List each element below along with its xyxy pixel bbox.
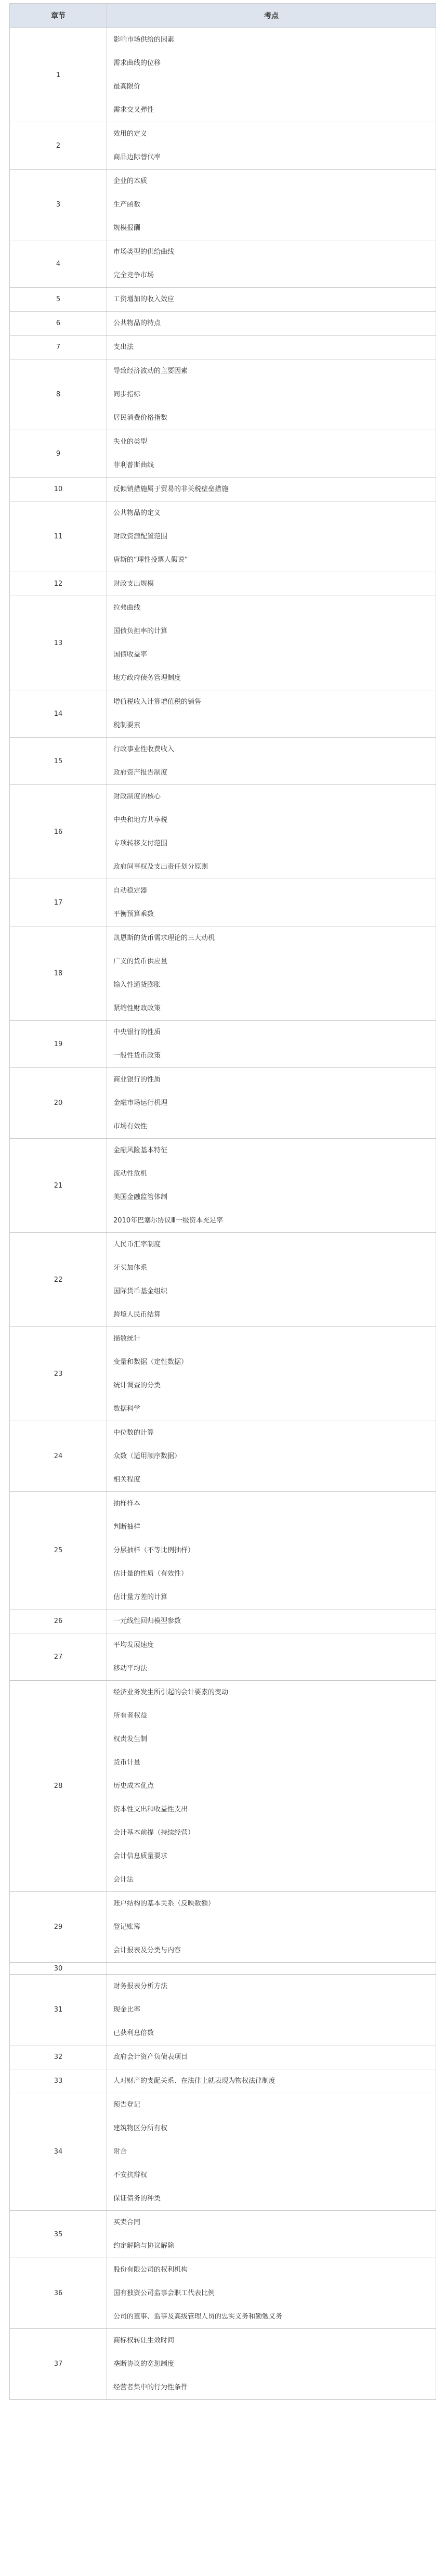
chapter-cell: 37: [10, 2329, 107, 2400]
table-row: [10, 1139, 436, 1233]
exam-point: 现金比率: [113, 2006, 141, 2014]
table-row: [10, 1975, 436, 2045]
exam-point: 中央银行的性质: [113, 1028, 161, 1036]
exam-point: 完全竞争市场: [113, 272, 154, 279]
points-cell: [107, 596, 436, 690]
chapter-cell: 34: [10, 2093, 107, 2211]
exam-point: 菲利普斯曲线: [113, 461, 154, 469]
table-row: [10, 2211, 436, 2258]
exam-point: 经济业务发生所引起的会计要素的变动: [113, 1689, 229, 1696]
table-row: [10, 572, 436, 596]
exam-point: 买卖合同: [113, 2219, 141, 2226]
exam-point: 一元线性回归模型参数: [113, 1617, 181, 1625]
exam-point: 需求交叉弹性: [113, 106, 154, 114]
exam-point: 国债负担率的计算: [113, 627, 168, 635]
table-row: [10, 336, 436, 359]
exam-point: 效用的定义: [113, 130, 148, 138]
exam-point: 政府会计资产负债表项目: [113, 2053, 188, 2061]
chapter-cell: 22: [10, 1233, 107, 1327]
points-cell: [107, 240, 436, 288]
exam-point: 众数（适用顺序数据）: [113, 1452, 181, 1460]
points-cell: [107, 288, 436, 312]
table-row: [10, 690, 436, 738]
table-row: [10, 596, 436, 690]
exam-point: 跨境人民币结算: [113, 1311, 161, 1319]
exam-point: 同步指标: [113, 391, 141, 398]
table-row: [10, 240, 436, 288]
chapter-cell: 9: [10, 430, 107, 478]
points-cell: [107, 1139, 436, 1233]
exam-point: 分层抽样（不等比例抽样）: [113, 1547, 195, 1554]
exam-point: 专项转移支付范围: [113, 840, 168, 847]
chapter-cell: 17: [10, 879, 107, 926]
exam-point: 估计量的性质（有效性）: [113, 1570, 188, 1578]
exam-point: 会计信息质量要求: [113, 1852, 168, 1860]
exam-point: 已获利息倍数: [113, 2029, 154, 2037]
exam-point: 导致经济波动的主要因素: [113, 367, 188, 375]
points-cell: [107, 1492, 436, 1609]
points-cell: [107, 1633, 436, 1681]
chapter-cell: 6: [10, 312, 107, 336]
exam-point: 历史成本优点: [113, 1782, 154, 1790]
exam-point: 紧缩性财政政策: [113, 1004, 161, 1012]
table-row: [10, 2045, 436, 2069]
points-cell: [107, 2329, 436, 2400]
exam-point: 统计调查的分类: [113, 1382, 161, 1389]
exam-point: 财政制度的核心: [113, 793, 161, 801]
exam-point: 附合: [113, 2148, 127, 2156]
exam-point: 税制要素: [113, 722, 141, 729]
exam-point: 权责发生制: [113, 1735, 148, 1743]
points-cell: [107, 1609, 436, 1633]
chapter-cell: 35: [10, 2211, 107, 2258]
exam-point: 数据科学: [113, 1405, 141, 1413]
points-cell: [107, 122, 436, 170]
chapter-cell: 23: [10, 1327, 107, 1421]
exam-point: 财政资源配置范围: [113, 533, 168, 540]
chapter-cell: 5: [10, 288, 107, 312]
chapter-cell: 26: [10, 1609, 107, 1633]
exam-point: 商业银行的性质: [113, 1076, 161, 1084]
points-cell: [107, 2069, 436, 2093]
points-cell: [107, 1068, 436, 1139]
points-cell: [107, 738, 436, 785]
table-row: [10, 478, 436, 501]
points-cell: [107, 430, 436, 478]
exam-point: 垄断协议的宽恕制度: [113, 2360, 175, 2368]
table-row: [10, 785, 436, 879]
exam-point: 账户结构的基本关系（反映数额）: [113, 1900, 215, 1908]
points-cell: [107, 785, 436, 879]
exam-point: 财务报表分析方法: [113, 1982, 168, 1990]
table-row: [10, 1963, 436, 1975]
exam-point: 拉弗曲线: [113, 604, 141, 612]
exam-point: 政府间事权及支出责任划分原则: [113, 863, 208, 871]
exam-point: 金融风险基本特征: [113, 1147, 168, 1154]
chapter-cell: 33: [10, 2069, 107, 2093]
chapter-cell: 31: [10, 1975, 107, 2045]
points-cell: [107, 572, 436, 596]
exam-point: 行政事业性收费收入: [113, 745, 175, 753]
exam-point: 货币计量: [113, 1759, 141, 1767]
exam-point: 规模报酬: [113, 224, 141, 232]
table-row: [10, 2069, 436, 2093]
chapter-cell: 14: [10, 690, 107, 738]
exam-point: 增值税收入计算增值税的销售: [113, 698, 202, 706]
table-row: [10, 312, 436, 336]
points-cell: [107, 1233, 436, 1327]
exam-point: 国有独资公司监事会职工代表比例: [113, 2289, 215, 2297]
points-cell: [107, 359, 436, 430]
exam-point: 相关程度: [113, 1476, 141, 1484]
table-row: [10, 1681, 436, 1892]
points-cell: [107, 1421, 436, 1492]
chapter-cell: 36: [10, 2258, 107, 2329]
chapter-cell: 27: [10, 1633, 107, 1681]
exam-point: 所有者权益: [113, 1712, 148, 1720]
exam-point: 美国金融监管体制: [113, 1193, 168, 1201]
exam-point: 会计报表及分类与内容: [113, 1947, 181, 1954]
header-points: 考点: [107, 4, 436, 28]
points-cell: [107, 170, 436, 240]
exam-point: 股份有限公司的权利机构: [113, 2266, 188, 2274]
exam-point: 登记账簿: [113, 1923, 141, 1931]
chapter-cell: 3: [10, 170, 107, 240]
exam-point: 平衡预算乘数: [113, 910, 154, 918]
exam-point: 估计量方差的计算: [113, 1593, 168, 1601]
exam-point: 失业的类型: [113, 438, 148, 446]
exam-point: 判断抽样: [113, 1523, 141, 1531]
points-cell: [107, 926, 436, 1021]
points-cell: [107, 1975, 436, 2045]
exam-point: 市场类型的供给曲线: [113, 248, 175, 256]
exam-point: 变量和数据（定性数据）: [113, 1358, 188, 1366]
chapter-cell: 1: [10, 28, 107, 122]
table-row: [10, 1633, 436, 1681]
chapter-cell: 20: [10, 1068, 107, 1139]
chapter-cell: 15: [10, 738, 107, 785]
exam-points-table: [9, 3, 436, 2400]
chapter-cell: 8: [10, 359, 107, 430]
table-row: [10, 170, 436, 240]
chapter-cell: 32: [10, 2045, 107, 2069]
exam-point: 抽样样本: [113, 1500, 141, 1508]
table-row: [10, 1021, 436, 1068]
exam-point: 市场有效性: [113, 1123, 148, 1130]
table-row: [10, 2093, 436, 2211]
chapter-cell: 11: [10, 501, 107, 572]
table-row: [10, 879, 436, 926]
chapter-cell: 21: [10, 1139, 107, 1233]
table-row: [10, 288, 436, 312]
chapter-cell: 12: [10, 572, 107, 596]
table-row: [10, 501, 436, 572]
exam-point: 公司的董事、监事及高级管理人员的忠实义务和勤勉义务: [113, 2313, 283, 2321]
table-row: [10, 738, 436, 785]
points-cell: [107, 2258, 436, 2329]
exam-points-document: [9, 3, 436, 2400]
exam-point: 自动稳定器: [113, 887, 148, 895]
table-row: [10, 28, 436, 122]
exam-point: 商品边际替代率: [113, 153, 161, 161]
points-cell: [107, 2093, 436, 2211]
exam-point: 人对财产的支配关系、在法律上就表现为物权法律制度: [113, 2077, 276, 2085]
table-row: [10, 926, 436, 1021]
exam-point: 不安抗辩权: [113, 2171, 148, 2179]
table-row: [10, 2329, 436, 2400]
exam-point: 会计基本前提（持续经营）: [113, 1829, 195, 1837]
points-cell: [107, 1327, 436, 1421]
exam-point: 金融市场运行机理: [113, 1099, 168, 1107]
chapter-cell: 4: [10, 240, 107, 288]
points-cell: [107, 336, 436, 359]
table-row: [10, 1233, 436, 1327]
chapter-cell: 16: [10, 785, 107, 879]
exam-point: 描数统计: [113, 1335, 141, 1343]
table-row: [10, 1421, 436, 1492]
chapter-cell: 2: [10, 122, 107, 170]
exam-point: 政府资产报告制度: [113, 769, 168, 777]
exam-point: 中位数的计算: [113, 1429, 154, 1437]
chapter-cell: 13: [10, 596, 107, 690]
exam-point: 广义的货币供应量: [113, 958, 168, 965]
exam-point: 商标权转让生效时间: [113, 2337, 175, 2345]
exam-point: 影响市场供给的因素: [113, 36, 175, 44]
exam-point: 国债收益率: [113, 651, 148, 659]
chapter-cell: 25: [10, 1492, 107, 1609]
exam-point: 最高限价: [113, 83, 141, 91]
header-chapter: 章节: [10, 4, 107, 28]
points-cell: [107, 501, 436, 572]
exam-point: 反倾销措施属于贸易的非关税壁垒措施: [113, 485, 229, 493]
points-cell: [107, 879, 436, 926]
exam-point: 居民消费价格指数: [113, 414, 168, 422]
table-row: [10, 122, 436, 170]
exam-point: 工资增加的收入效应: [113, 295, 175, 303]
exam-point: 唐斯的“理性投票人假说”: [113, 556, 188, 564]
exam-point: 需求曲线的位移: [113, 59, 161, 67]
points-cell: [107, 1681, 436, 1892]
exam-point: 凯恩斯的货币需求理论的三大动机: [113, 934, 215, 942]
table-row: [10, 1327, 436, 1421]
exam-point: 牙买加体系: [113, 1264, 148, 1272]
exam-point: 移动平均法: [113, 1665, 148, 1672]
chapter-cell: 18: [10, 926, 107, 1021]
points-cell: [107, 478, 436, 501]
points-cell: [107, 2045, 436, 2069]
exam-point: 财政支出规模: [113, 580, 154, 588]
points-cell: [107, 690, 436, 738]
table-row: [10, 1068, 436, 1139]
points-cell: [107, 1963, 436, 1975]
chapter-cell: 19: [10, 1021, 107, 1068]
exam-point: 地方政府债务管理制度: [113, 674, 181, 682]
exam-point: 保证债务的种类: [113, 2195, 161, 2203]
exam-point: 公共物品的特点: [113, 319, 161, 327]
exam-point: 2010年巴塞尔协议Ⅲ一级资本充足率: [113, 1217, 224, 1225]
exam-point: 约定解除与协议解除: [113, 2242, 175, 2250]
exam-point: 国际货币基金组织: [113, 1287, 168, 1295]
exam-point: 生产函数: [113, 201, 141, 209]
table-row: [10, 1609, 436, 1633]
points-cell: [107, 312, 436, 336]
exam-point: 一般性货币政策: [113, 1052, 161, 1060]
table-row: [10, 430, 436, 478]
points-cell: [107, 2211, 436, 2258]
table-body: [10, 28, 436, 2400]
chapter-cell: 10: [10, 478, 107, 501]
chapter-cell: 28: [10, 1681, 107, 1892]
exam-point: 输入性通货膨胀: [113, 981, 161, 989]
chapter-cell: 30: [10, 1963, 107, 1975]
table-header-row: [10, 4, 436, 28]
chapter-cell: 24: [10, 1421, 107, 1492]
exam-point: 预告登记: [113, 2101, 141, 2109]
exam-point: 资本性支出和收益性支出: [113, 1806, 188, 1813]
exam-point: 建筑物区分所有权: [113, 2124, 168, 2132]
chapter-cell: 29: [10, 1892, 107, 1963]
table-row: [10, 2258, 436, 2329]
points-cell: [107, 1021, 436, 1068]
exam-point: 平均发展速度: [113, 1641, 154, 1649]
table-row: [10, 359, 436, 430]
exam-point: 中央和地方共享税: [113, 816, 168, 824]
points-cell: [107, 1892, 436, 1963]
exam-point: 流动性危机: [113, 1170, 148, 1178]
exam-point: 企业的本质: [113, 177, 148, 185]
exam-point: 支出法: [113, 343, 134, 351]
exam-point: 会计法: [113, 1876, 134, 1884]
table-row: [10, 1892, 436, 1963]
table-row: [10, 1492, 436, 1609]
exam-point: 经营者集中的行为性条件: [113, 2384, 188, 2391]
empty-point: [107, 1963, 436, 1974]
exam-point: 人民币汇率制度: [113, 1241, 161, 1248]
points-cell: [107, 28, 436, 122]
exam-point: 公共物品的定义: [113, 509, 161, 517]
chapter-cell: 7: [10, 336, 107, 359]
